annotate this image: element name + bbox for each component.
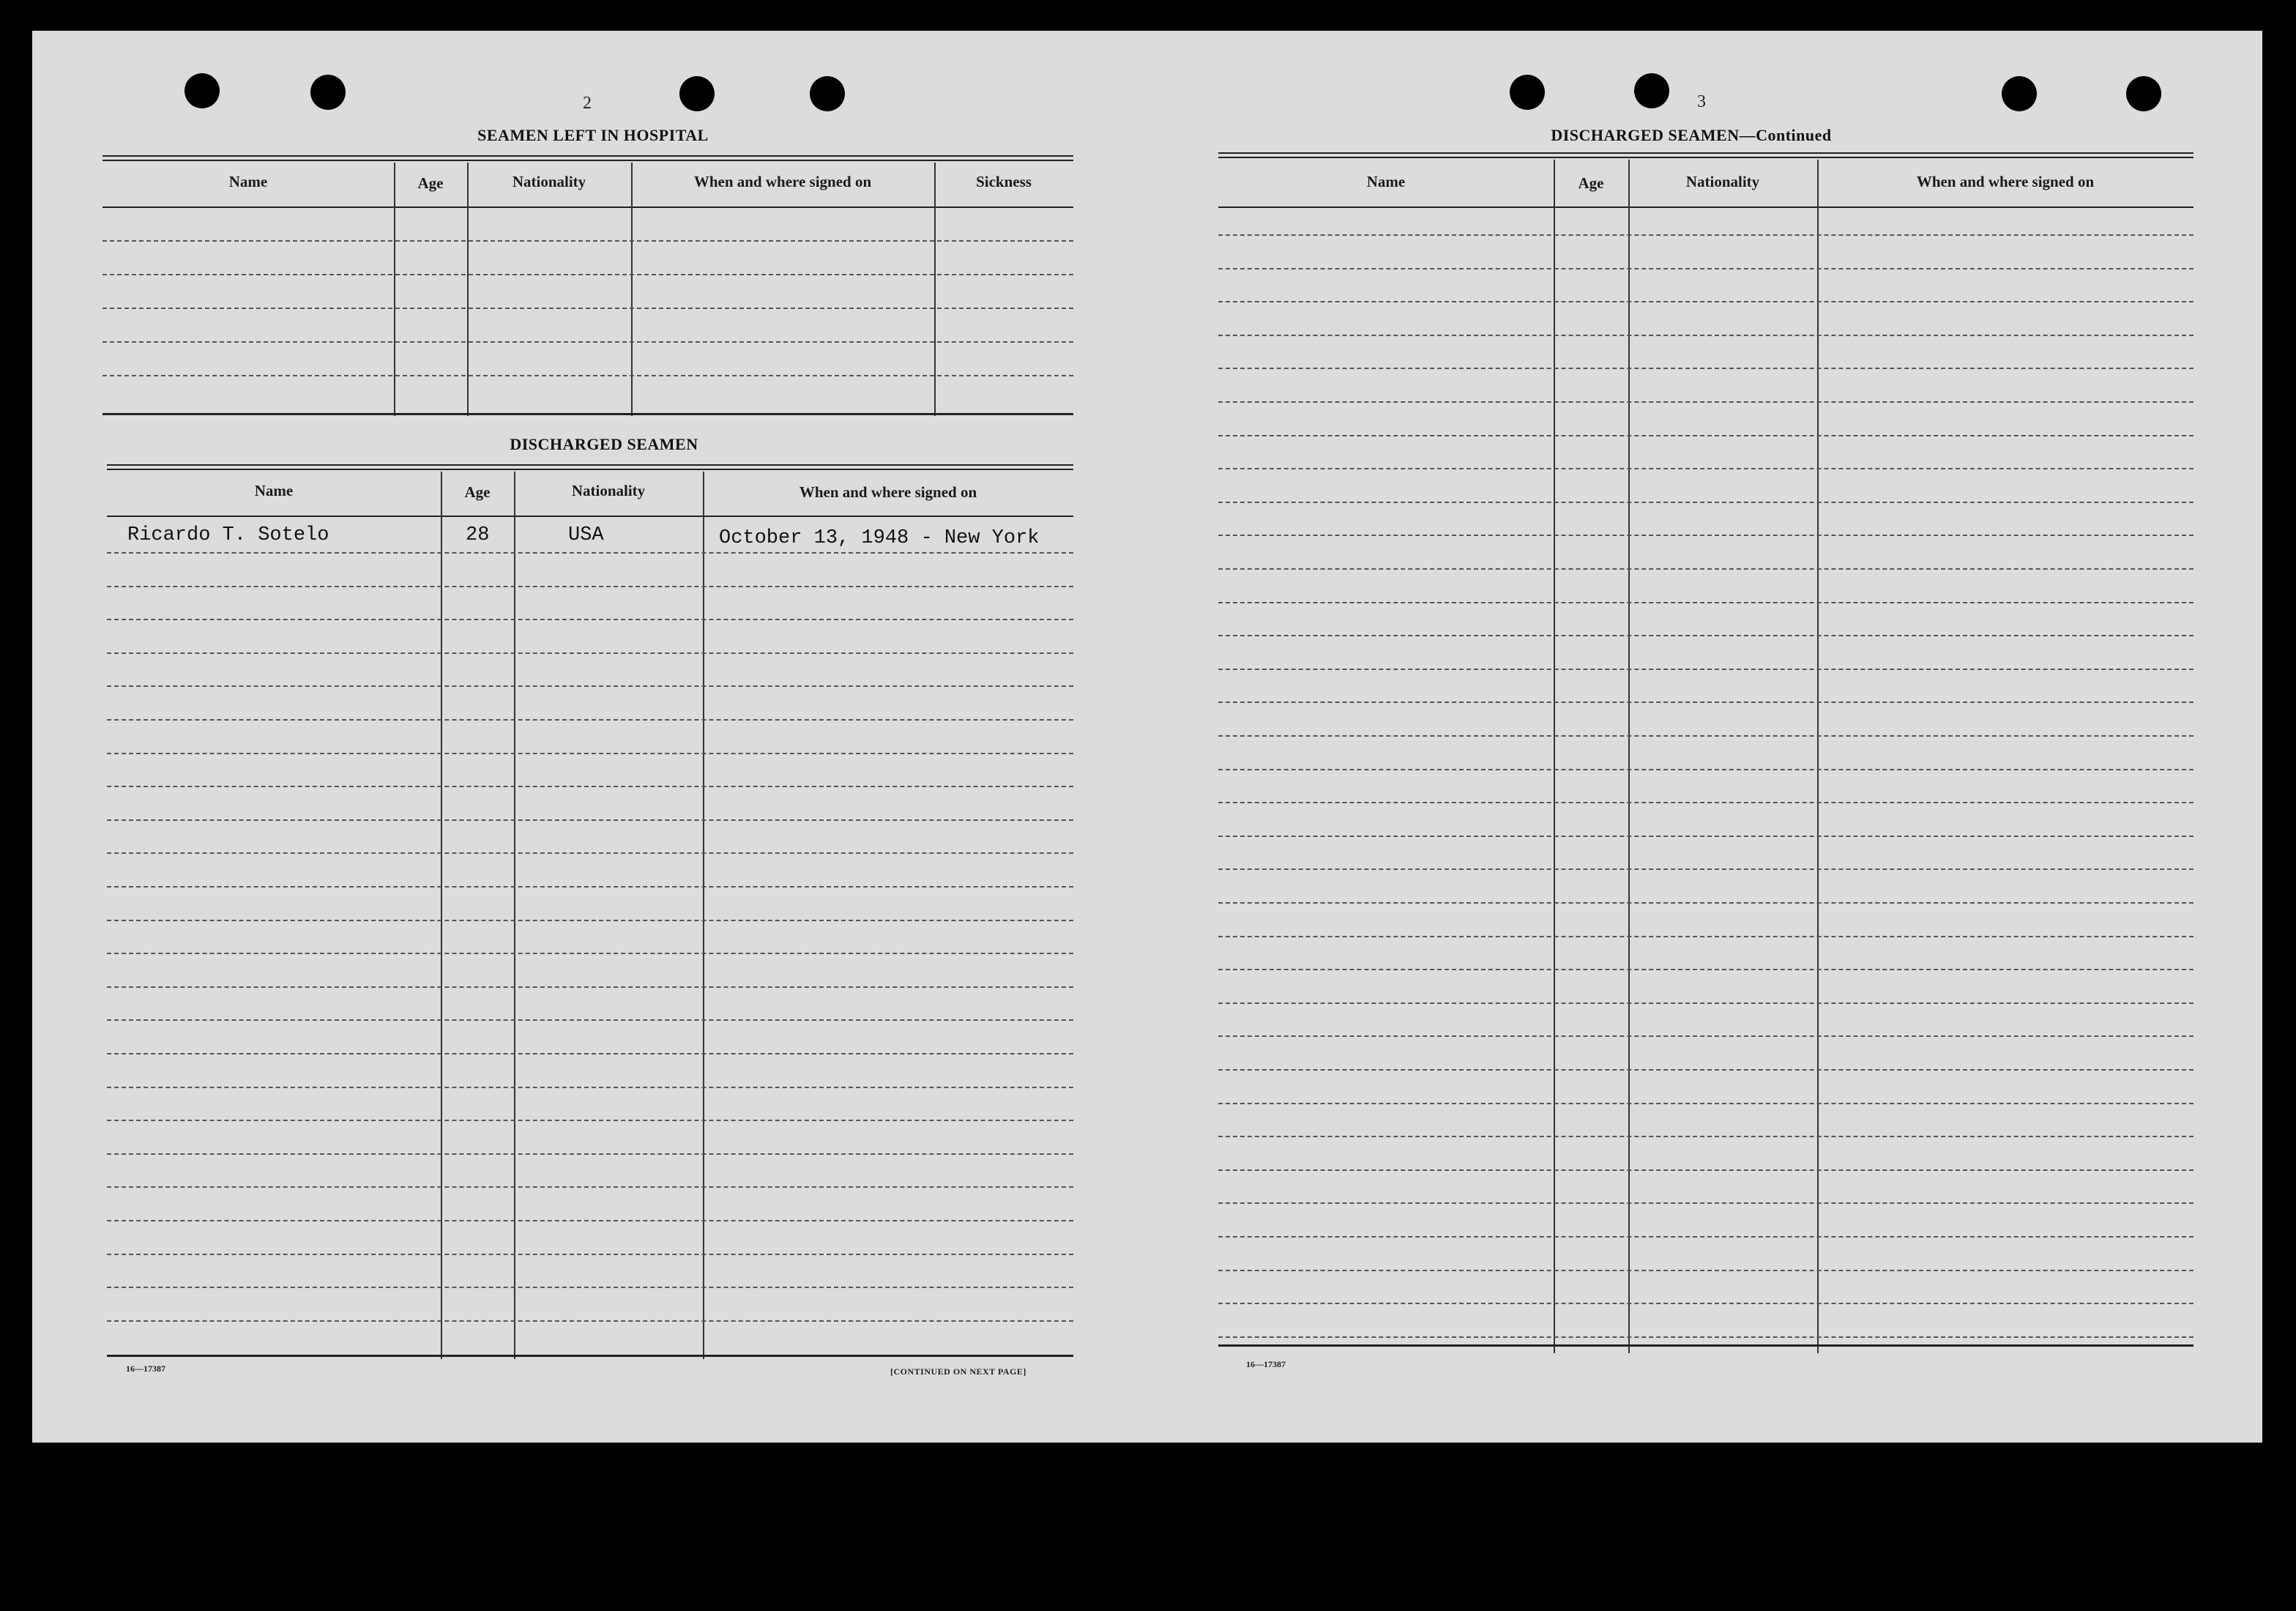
table-row [1218,735,2194,737]
page-fold [1149,31,1152,1443]
table-row [107,852,1073,854]
table-row [1218,535,2194,536]
table-row [102,308,1073,309]
seaman-age: 28 [466,524,490,546]
table-row [1218,502,2194,503]
discharged-continued-title-main: DISCHARGED SEAMEN [1551,126,1740,144]
table-row [1218,1002,2194,1004]
column-header-name: Name [228,173,268,190]
discharged-continued-title [1464,126,1918,145]
table-row [102,341,1073,343]
table-row [1218,936,2194,937]
table-row [107,1320,1073,1322]
punch-hole [679,76,715,111]
table-row [107,619,1073,620]
table-row [107,1087,1073,1088]
table-row [107,719,1073,721]
column-header-sickness: Sickness [976,173,1032,190]
column-header-nationality: Nationality [571,482,646,499]
column-header-age: Age [417,174,444,192]
discharged-table [107,464,1073,1359]
table-row [107,753,1073,754]
table-row [1218,368,2194,369]
table-row [1218,1069,2194,1071]
table-row [1218,435,2194,436]
table-row [1218,702,2194,703]
discharged-section-title: DISCHARGED SEAMEN [510,435,698,453]
table-row [1218,401,2194,403]
table-row [107,1220,1073,1221]
table-row [1218,1169,2194,1171]
page-number-left: 2 [583,94,592,113]
seaman-name: Ricardo T. Sotelo [127,524,329,546]
discharged-continued-title-suffix: —Continued [1739,126,1832,144]
table-row [1218,969,2194,970]
table-row [107,1120,1073,1121]
punch-hole [184,73,220,108]
column-header-name: Name [254,482,294,499]
punch-hole [1634,73,1669,108]
column-header-age: Age [464,483,491,501]
punch-hole [2002,76,2037,111]
table-row [1218,1236,2194,1238]
table-row [107,986,1073,988]
seaman-signed-on: October 13, 1948 - New York [719,527,1040,549]
table-row [1218,1202,2194,1204]
table-row [107,1287,1073,1288]
table-row [102,274,1073,275]
table-row [1218,902,2194,904]
table-row [1218,868,2194,870]
table-row [1218,769,2194,770]
table-row [107,920,1073,921]
table-row [1218,602,2194,603]
table-row [1218,1103,2194,1104]
continued-note: [CONTINUED ON NEXT PAGE] [890,1366,1026,1377]
punch-hole [1510,75,1545,110]
table-row [107,1254,1073,1255]
column-header-signed-on: When and where signed on [693,173,872,190]
seaman-nationality: USA [568,524,604,546]
hospital-section-title: SEAMEN LEFT IN HOSPITAL [477,126,709,144]
form-code-left: 16—17387 [126,1363,165,1374]
table-row [107,1186,1073,1188]
table-row [1218,635,2194,636]
column-header-nationality: Nationality [1685,173,1760,190]
table-row [1218,234,2194,236]
punch-hole [810,76,845,111]
table-row [1218,568,2194,570]
table-row [107,1153,1073,1155]
table-row [102,375,1073,376]
table-row [107,586,1073,587]
form-code-right: 16—17387 [1246,1359,1286,1369]
table-row [107,552,1073,554]
table-row [107,1053,1073,1054]
table-row [1218,335,2194,336]
table-row [107,685,1073,687]
page-number-right: 3 [1697,92,1706,111]
punch-hole [310,75,346,110]
column-header-signed-on: When and where signed on [1916,173,2095,190]
table-row [102,240,1073,242]
punch-hole [2126,76,2161,111]
discharged-continued-table [1218,152,2194,1353]
table-row [107,786,1073,787]
table-row [1218,669,2194,670]
table-row [107,886,1073,888]
column-header-signed-on: When and where signed on [799,483,977,501]
table-row [1218,836,2194,837]
column-header-age: Age [1578,174,1604,192]
table-row [1218,468,2194,469]
table-row [107,652,1073,654]
table-row [1218,1136,2194,1137]
table-row [107,1019,1073,1021]
table-row [1218,1270,2194,1271]
column-header-nationality: Nationality [512,173,586,190]
table-row [107,953,1073,954]
table-row [1218,1303,2194,1304]
column-header-name: Name [1366,173,1406,190]
table-row [1218,1336,2194,1338]
table-row [1218,1035,2194,1037]
table-row [1218,802,2194,803]
table-row [1218,301,2194,302]
table-row [107,819,1073,821]
table-row [1218,268,2194,269]
hospital-table [102,155,1073,416]
